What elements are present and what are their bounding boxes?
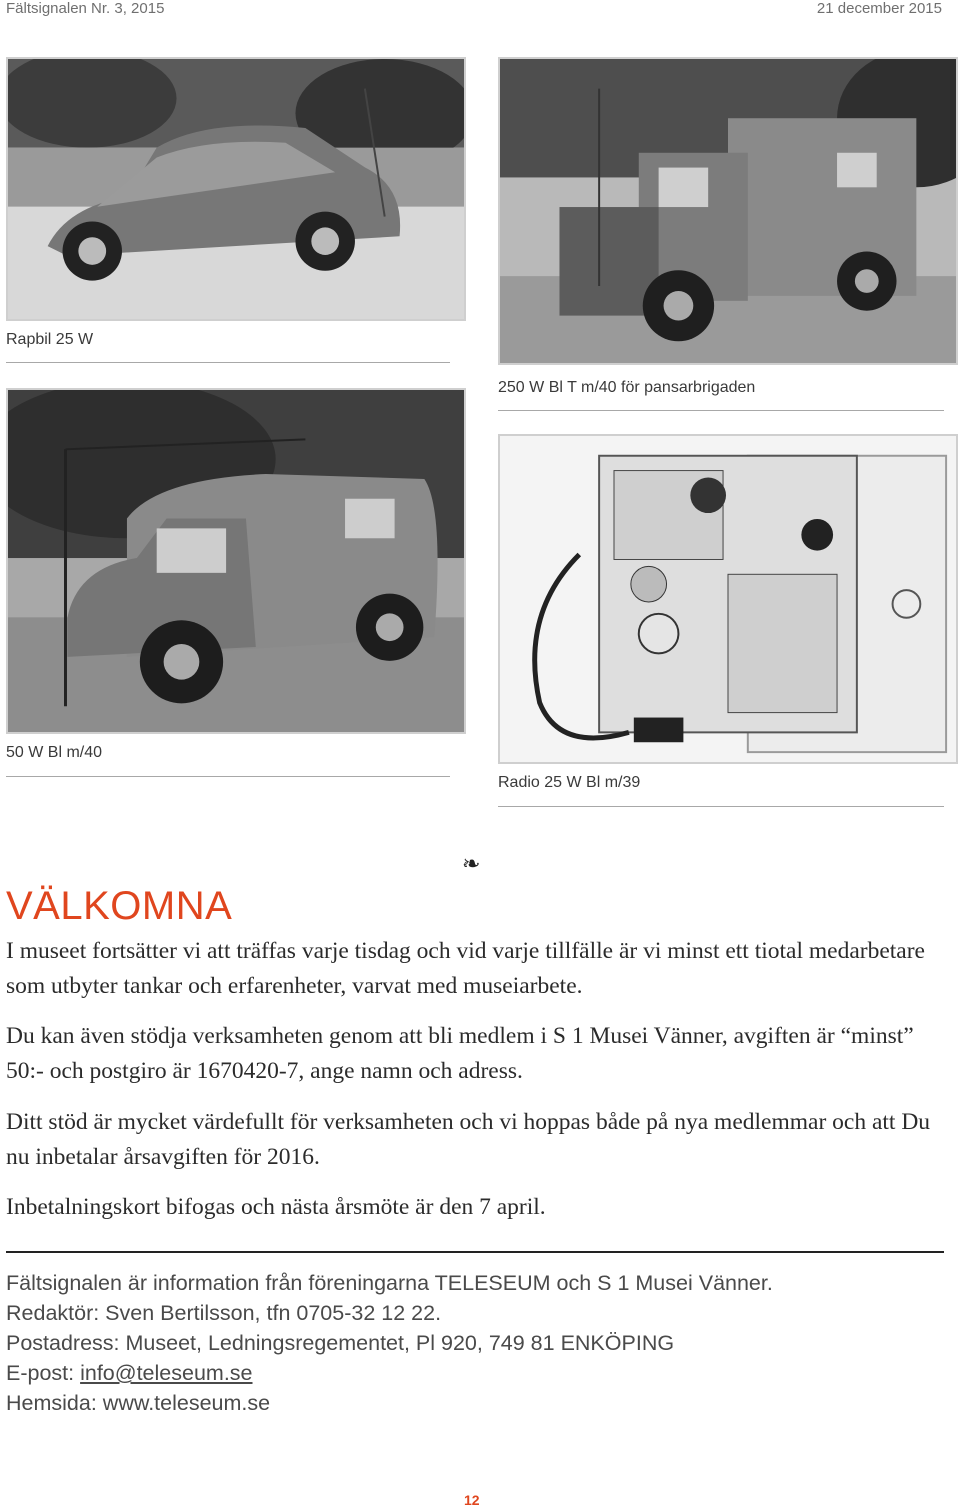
paragraph-4: Inbetalningskort bifogas och nästa årsmöte är den 7 april. <box>6 1194 546 1220</box>
caption-radio: Radio 25 W Bl m/39 <box>498 774 641 791</box>
footer-line-address: Postadress: Museet, Ledningsregementet, Pl 920, 749 81 ENKÖPING <box>6 1331 675 1355</box>
photo-250w-truck <box>498 57 958 365</box>
footer-line-email <box>6 1358 773 1388</box>
footer-line-info: Fältsignalen är information från föreningarna TELESEUM och S 1 Musei Vänner. <box>6 1271 773 1295</box>
caption-rapbil: Rapbil 25 W <box>6 331 94 348</box>
publication-title: Fältsignalen Nr. 3, 2015 <box>6 0 165 17</box>
photo-50w-van <box>6 388 466 734</box>
paragraph-1: I museet fortsätter vi att träffas varje tisdag och vid varje tillfälle är vi minst ett tiotal medarbetare som utbyter tankar och erfarenheter, varvat med museiarbete. <box>6 938 925 999</box>
article-title: VÄLKOMNA <box>6 884 233 928</box>
caption-rule <box>6 776 450 777</box>
fleuron-ornament: ❧ <box>462 852 481 877</box>
caption-rule <box>498 410 944 411</box>
caption-50w: 50 W Bl m/40 <box>6 744 103 761</box>
article-paragraph <box>6 1105 950 1175</box>
caption-rule <box>498 806 944 807</box>
footer-line-website <box>6 1388 773 1418</box>
email-link[interactable]: info@teleseum.se <box>80 1361 253 1385</box>
article-paragraph <box>6 1190 950 1225</box>
paragraph-2: Du kan även stödja verksamheten genom att bli medlem i S 1 Musei Vänner, avgiften är “minst” 50:- och postgiro är 1670420-7, ange namn och adress. <box>6 1023 914 1084</box>
publication-date: 21 december 2015 <box>816 0 942 17</box>
caption-250w: 250 W Bl T m/40 för pansarbrigaden <box>498 379 756 396</box>
caption-rule <box>6 362 450 363</box>
paragraph-3: Ditt stöd är mycket värdefullt för verksamheten och vi hoppas både på nya medlemmar och att Du nu inbetalar årsavgiften för 2016. <box>6 1109 931 1170</box>
footer-info <box>6 1268 773 1418</box>
website-label: Hemsida: <box>6 1391 103 1415</box>
article-paragraph <box>6 934 950 1004</box>
website-text: www.teleseum.se <box>102 1391 271 1415</box>
photo-rapbil <box>6 57 466 321</box>
footer-line-editor: Redaktör: Sven Bertilsson, tfn 0705-32 12 22. <box>6 1301 442 1325</box>
page-number: 12 <box>464 1492 480 1508</box>
photo-radio-25w <box>498 434 958 764</box>
email-label: E-post: <box>6 1361 81 1385</box>
footer-rule <box>6 1251 944 1253</box>
article-paragraph <box>6 1019 950 1089</box>
